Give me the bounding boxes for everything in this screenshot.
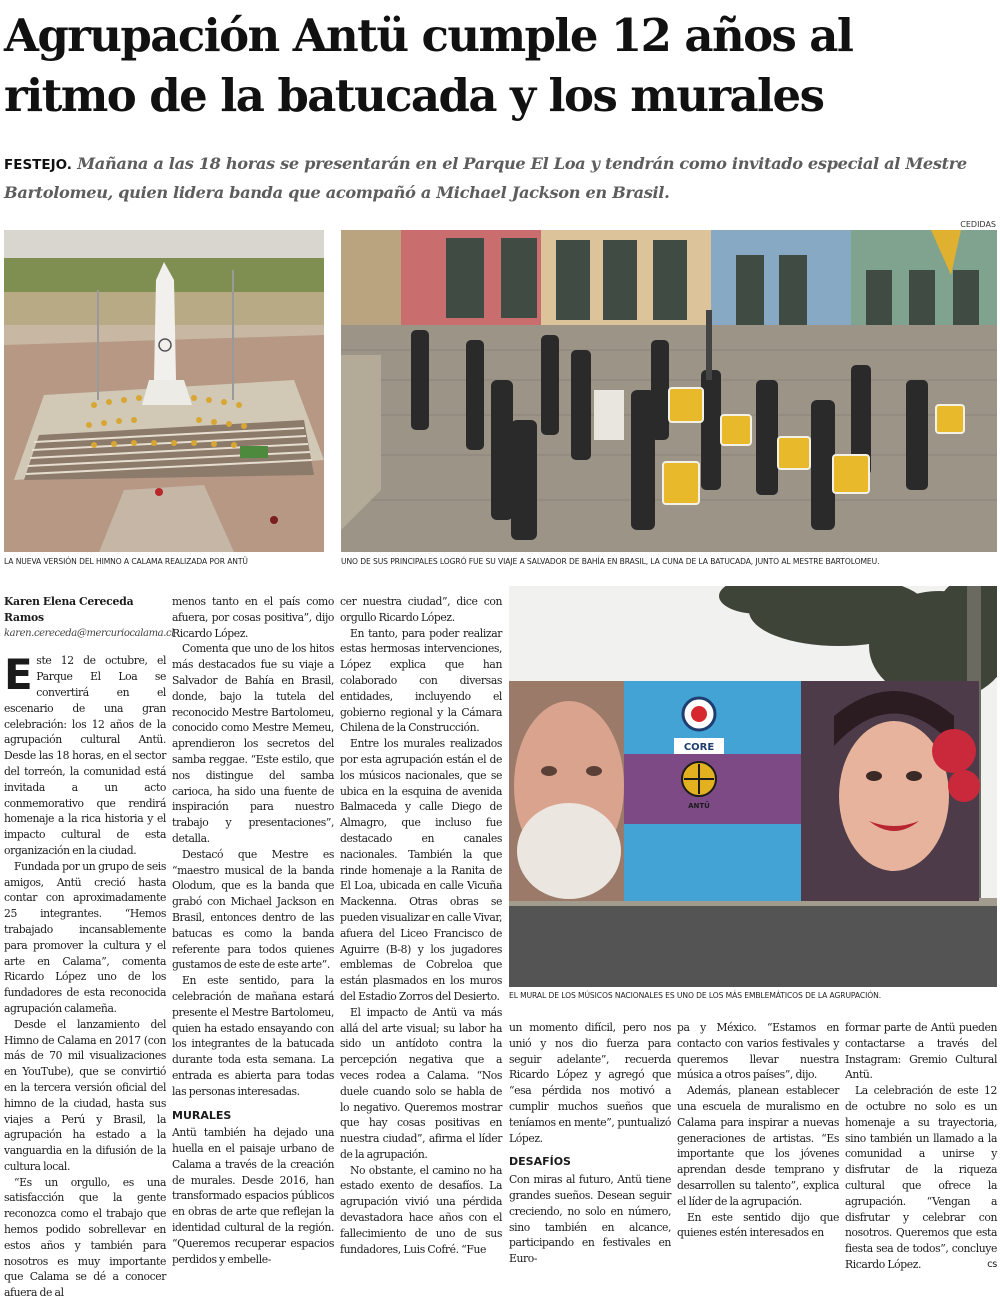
photo-credit: CEDIDAS	[960, 220, 996, 229]
paragraph: No obstante, el camino no ha estado exento de desafíos. La agrupación vivió una pérdida devastadora hace años con el fallecimiento de uno de sus fundadores, Luis Cofré. “Fue	[340, 1163, 502, 1256]
paragraph: pa y México. “Estamos en contacto con varios festivales y queremos llevar nuestra música a otros países”, dijo.	[677, 1021, 839, 1082]
caption-mural: EL MURAL DE LOS MÚSICOS NACIONALES ES UNO DE LOS MÁS EMBLEMÁTICOS DE LA AGRUPACIÓN.	[509, 991, 882, 1000]
headline: Agrupación Antü cumple 12 años al ritmo de la batucada y los murales	[4, 9, 853, 122]
paragraph: En este sentido dijo que quienes estén interesados en	[677, 1210, 839, 1240]
article-column-6	[845, 1020, 997, 1273]
paragraph: Además, planean establecer una escuela de muralismo en Calama para inspirar a nuevas generaciones de artistas. “Es importante que los jóvenes aprendan desde temprano y desarrollen su talento”, explica el líder de la agrupación.	[677, 1084, 839, 1208]
paragraph: La celebración de este 12 de octubre no solo es un homenaje a su trayectoria, sino también un llamado a la comunidad a unirse y disfrutar de la riqueza cultural que ofrece la agrupación. “Vengan a disfrutar y celebrar con nosotros. Queremos que esta fiesta sea de todos”, concluye Ricardo López. cs	[845, 1084, 997, 1271]
caption-monument: LA NUEVA VERSIÓN DEL HIMNO A CALAMA REALIZADA POR ANTÜ	[4, 557, 248, 566]
paragraph: cer nuestra ciudad”, dice con orgullo Ricardo López.	[340, 595, 502, 624]
article-column-3	[340, 594, 502, 1257]
section-heading-desafios: DESAFÍOS	[509, 1155, 571, 1169]
deck-kicker: FESTEJO.	[4, 157, 72, 173]
paragraph: un momento difícil, pero nos unió y nos dio fuerza para seguir adelante”, recuerda Ricardo López y agregó que “esa pérdida nos motivó a cumplir muchos sueños que teníamos en mente”, puntualizó López.	[509, 1021, 671, 1145]
paragraph: menos tanto en el país como afuera, por cosas positiva”, dijo Ricardo López.	[172, 595, 334, 640]
paragraph: Destacó que Mestre es “maestro musical de la banda Olodum, que es la banda que grabó con Michael Jackson en Brasil, entonces dentro de las batucas es como la banda referente para todos quienes gustamos de este de este arte”.	[172, 847, 334, 972]
batucada-photo	[341, 230, 997, 552]
article-column-1	[4, 594, 175, 1301]
monument-photo	[4, 230, 324, 552]
paragraph: Fundada por un grupo de seis amigos, Antü creció hasta contar con aproximadamente 25 integrantes. “Hemos trabajado incansablemente para promover la cultura y el arte en Calama”, comenta Ricardo López uno de los fundadores de esta reconocida agrupación calameña.	[4, 859, 166, 1015]
section-heading-murales: MURALES	[172, 1108, 232, 1122]
article-column-5	[677, 1020, 839, 1241]
end-mark: cs	[987, 1258, 997, 1270]
byline-email: karen.cereceda@mercuriocalama.cl	[4, 627, 175, 639]
paragraph: El impacto de Antü va más allá del arte visual; su labor ha sido un antídoto contra la percepción negativa que a veces rodea a Calama. “Nos duele cuando solo se habla de lo negativo. Queremos mostrar que hay cosas positivas en nuestra ciudad”, afirma el líder de la agrupación.	[340, 1005, 502, 1161]
paragraph: Desde el lanzamiento del Himno de Calama en 2017 (con más de 70 mil visualizaciones en YouTube), que se convirtió en la tercera versión oficial del himno de la ciudad, hasta sus viajes a Perú y Brasil, la agrupación ha estado a la vanguardia en la difusión de la cultura local.	[4, 1017, 166, 1173]
article-column-2	[172, 594, 334, 1267]
antu-sign: ANTÜ	[688, 802, 710, 810]
paragraph: formar parte de Antü pueden contactarse a través del Instagram: Gremio Cultural Antü.	[845, 1021, 997, 1082]
paragraph: “Es un orgullo, es una satisfacción que la gente reconozca como el trabajo que hemos podido sobrellevar en estos años y también para nosotros es muy importante que Calama se dé a conocer afuera de al	[4, 1175, 166, 1300]
core-sign: CORE	[683, 742, 715, 753]
deck-text: Mañana a las 18 horas se presentarán en el Parque El Loa y tendrán como invitado especial al Mestre Bartolomeu, quien lidera banda que acompañó a Michael Jackson en Brasil.	[4, 154, 967, 202]
dropcap: E	[4, 650, 33, 700]
paragraph: Con miras al futuro, Antü tiene grandes sueños. Desean seguir creciendo, no solo en número, sino también en alcance, participando en festivales en Euro-	[509, 1173, 671, 1266]
paragraph: Comenta que uno de los hitos más destacados fue su viaje a Salvador de Bahía en Brasil, donde, bajo la tutela del reconocido Mestre Bartolomeu, conocido como Mestre Memeu, aprendieron los secretos del samba reggae. “Este estilo, que nos distingue del samba carioca, ha sido una fuente de inspiración para nuestro trabajo y presentaciones”, detalla.	[172, 642, 334, 845]
paragraph: En tanto, para poder realizar estas hermosas intervenciones, López explica que han colaborado con diversas entidades, incluyendo el gobierno regional y la Cámara Chilena de la Construcción.	[340, 626, 502, 735]
byline-name: Karen Elena Cereceda Ramos	[4, 595, 134, 624]
mural-photo	[509, 586, 997, 987]
lead-paragraph: Este 12 de octubre, el Parque El Loa se convertirá en el escenario de una gran celebración: los 12 años de la agrupación cultural Antü. Desde las 18 horas, en el sector del torreón, la comunidad está invitada a un acto conmemorativo que rendirá homenaje a la rica historia y el impacto cultural de esta organización en la ciudad.	[4, 650, 166, 857]
caption-batucada: UNO DE SUS PRINCIPALES LOGRÓ FUE SU VIAJE A SALVADOR DE BAHÍA EN BRASIL, LA CUNA DE LA BATUCADA, JUNTO AL MESTRE BARTOLOMEU.	[341, 557, 880, 566]
paragraph: Antü también ha dejado una huella en el paisaje urbano de Calama a través de la creación de murales. Desde 2016, han transformado espacios públicos en obras de arte que reflejan la identidad cultural de la región. “Queremos recuperar espacios perdidos y embelle-	[172, 1126, 334, 1266]
article-column-4	[509, 1020, 671, 1267]
paragraph: En este sentido, para la celebración de mañana estará presente el Mestre Bartolomeu, quien ha estado ensayando con los integrantes de la batucada durante toda esta semana. La entrada es abierta para todas las personas interesadas.	[172, 974, 334, 1098]
paragraph: Entre los murales realizados por esta agrupación están el de los músicos nacionales, que se ubica en la esquina de avenida Balmaceda y calle Diego de Almagro, que incluso fue destacado en canales nacionales. También la que rinde homenaje a la Ranita de El Loa, ubicada en calle Vicuña Mackenna. Otras obras se pueden visualizar en calle Vivar, afuera del Liceo Francisco de Aguirre (B-8) y los jugadores emblemas de Cobreloa que están plasmados en los muros del Estadio Zorros del Desierto.	[340, 737, 502, 1003]
deck	[4, 150, 994, 207]
